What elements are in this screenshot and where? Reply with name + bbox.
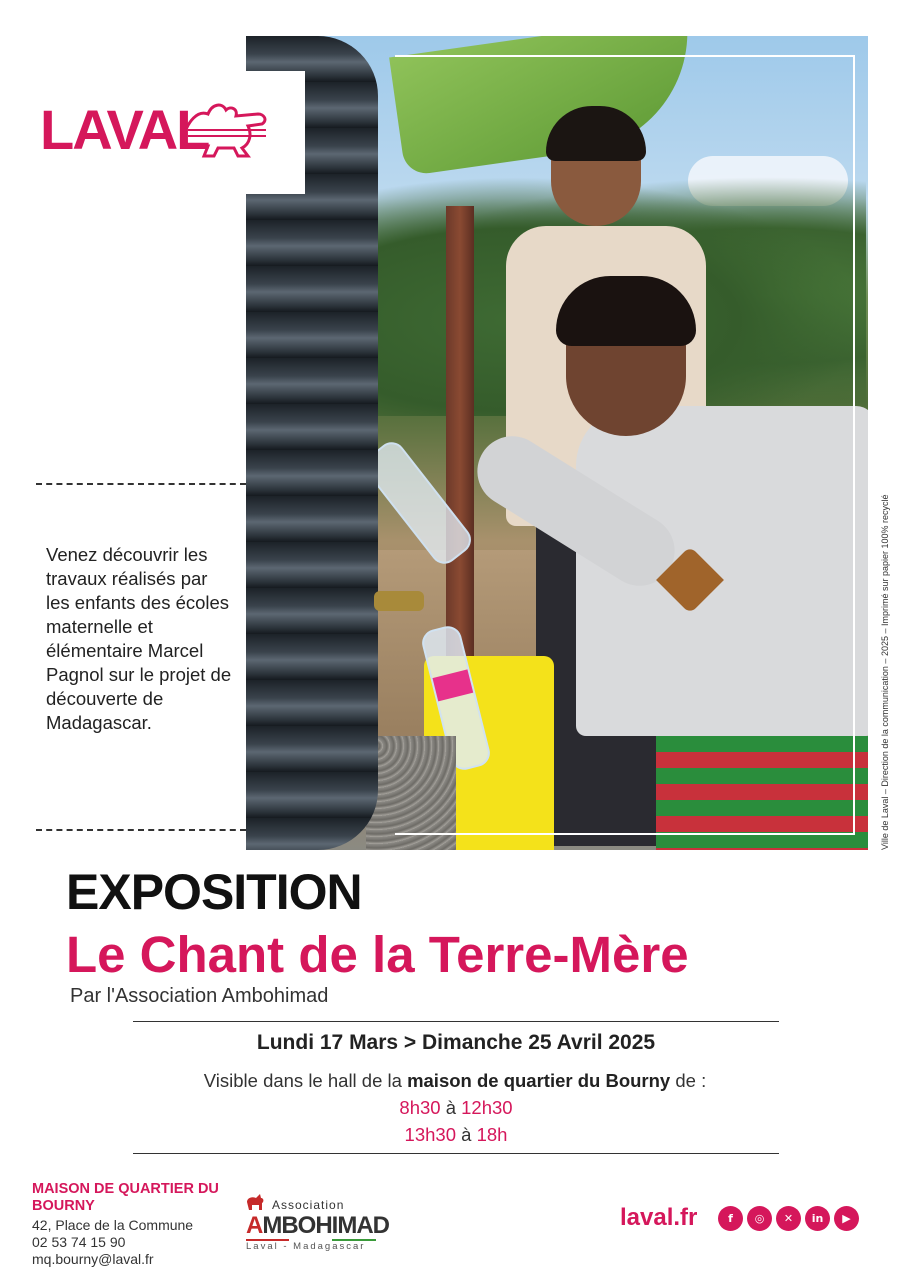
event-byline: Par l'Association Ambohimad (70, 985, 329, 1007)
assoc-place: Laval - Madagascar (246, 1241, 366, 1252)
slot-start: 13h30 (404, 1124, 456, 1145)
event-title: EXPOSITION (66, 864, 362, 920)
linkedin-icon[interactable]: in (805, 1206, 830, 1231)
youtube-icon[interactable]: ▶ (834, 1206, 859, 1231)
location-prefix: Visible dans le hall de la (203, 1070, 408, 1091)
venue-address: 42, Place de la Commune (32, 1217, 194, 1233)
divider (133, 1021, 779, 1022)
assoc-initial: A (246, 1212, 263, 1239)
ambohimad-logo (244, 1190, 389, 1260)
slot-end: 18h (476, 1124, 508, 1145)
zebu-icon (244, 1190, 266, 1212)
divider-dashed (36, 483, 246, 485)
photo-frame (395, 55, 855, 835)
assoc-name (246, 1212, 389, 1240)
venue-name: MAISON DE QUARTIER DU BOURNY (32, 1181, 219, 1214)
slot-separator: à (440, 1097, 462, 1118)
credit-note: Ville de Laval – Direction de la communication – 2025 – Imprimé sur papier 100% recyclé (880, 494, 890, 850)
instagram-icon[interactable]: ◎ (747, 1206, 772, 1231)
event-location (90, 1070, 820, 1092)
event-subtitle: Le Chant de la Terre-Mère (66, 926, 689, 983)
assoc-label: Association (272, 1198, 345, 1212)
laval-logo: LAVAL (40, 98, 209, 161)
slot-separator: à (456, 1124, 477, 1145)
time-slot (133, 1097, 779, 1119)
time-slot (133, 1124, 779, 1146)
facebook-icon[interactable]: f (718, 1206, 743, 1231)
lion-icon (178, 100, 270, 160)
venue-phone[interactable]: 02 53 74 15 90 (32, 1234, 126, 1250)
venue-email[interactable]: mq.bourny@laval.fr (32, 1251, 154, 1267)
divider (133, 1153, 779, 1154)
social-links (718, 1206, 859, 1231)
slot-end: 12h30 (461, 1097, 513, 1118)
x-icon[interactable]: ✕ (776, 1206, 801, 1231)
location-place: maison de quartier du Bourny (407, 1070, 671, 1091)
website-link[interactable]: laval.fr (620, 1204, 698, 1231)
event-dates: Lundi 17 Mars > Dimanche 25 Avril 2025 (256, 1031, 656, 1054)
assoc-name-rest: MBOHIMAD (262, 1212, 389, 1239)
location-suffix: de : (670, 1070, 707, 1091)
slot-start: 8h30 (399, 1097, 441, 1118)
intro-text: Venez découvrir les travaux réalisés par les enfants des écoles maternelle et élémentaire Marcel Pagnol sur le projet de découverte de Madagascar. (46, 544, 232, 733)
divider-dashed (36, 829, 246, 831)
